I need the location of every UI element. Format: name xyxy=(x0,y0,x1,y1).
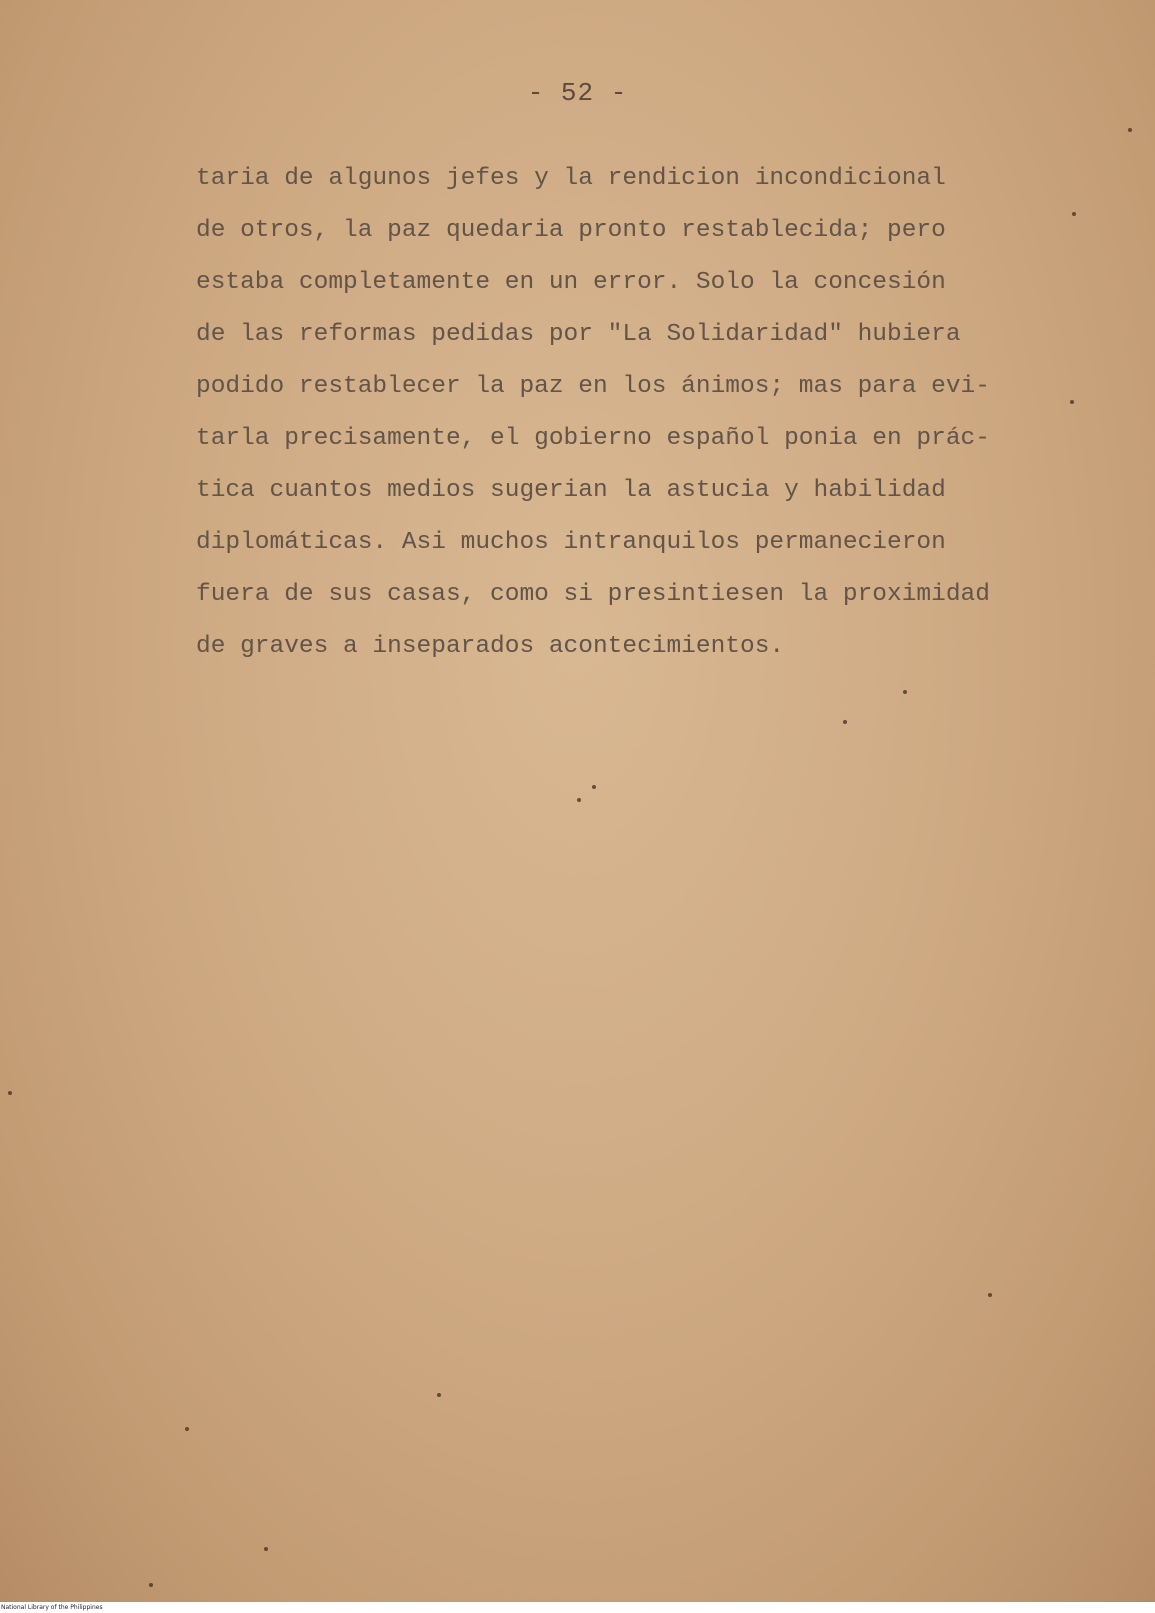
paper-speck xyxy=(1072,212,1076,216)
text-line: tarla precisamente, el gobierno español ponia en prác- xyxy=(196,425,990,452)
library-credit: National Library of the Philippines xyxy=(0,1602,1155,1613)
paper-speck xyxy=(185,1427,189,1431)
text-line: podido restablecer la paz en los ánimos; mas para evi- xyxy=(196,373,990,400)
paper-speck xyxy=(1070,400,1074,404)
paper-speck xyxy=(437,1393,441,1397)
text-line: tica cuantos medios sugerian la astucia y habilidad xyxy=(196,477,946,504)
paper-speck xyxy=(592,785,596,789)
paper-speck xyxy=(149,1583,153,1587)
paper-speck xyxy=(1128,128,1132,132)
paper-speck xyxy=(8,1091,12,1095)
text-line: diplomáticas. Asi muchos intranquilos permanecieron xyxy=(196,529,946,556)
paper-speck xyxy=(843,720,847,724)
text-line: estaba completamente en un error. Solo la concesión xyxy=(196,269,946,296)
text-line: fuera de sus casas, como si presintiesen la proximidad xyxy=(196,581,990,608)
text-line: taria de algunos jefes y la rendicion incondicional xyxy=(196,165,946,192)
paper-speck xyxy=(988,1293,992,1297)
text-line: de las reformas pedidas por "La Solidaridad" hubiera xyxy=(196,321,961,348)
paper-speck xyxy=(264,1547,268,1551)
paper-speck xyxy=(577,798,581,802)
text-line: de graves a inseparados acontecimientos. xyxy=(196,633,785,660)
typed-paragraph xyxy=(196,153,1026,673)
text-line: de otros, la paz quedaria pronto restablecida; pero xyxy=(196,217,946,244)
page-number: - 52 - xyxy=(527,78,628,108)
paper-speck xyxy=(903,690,907,694)
